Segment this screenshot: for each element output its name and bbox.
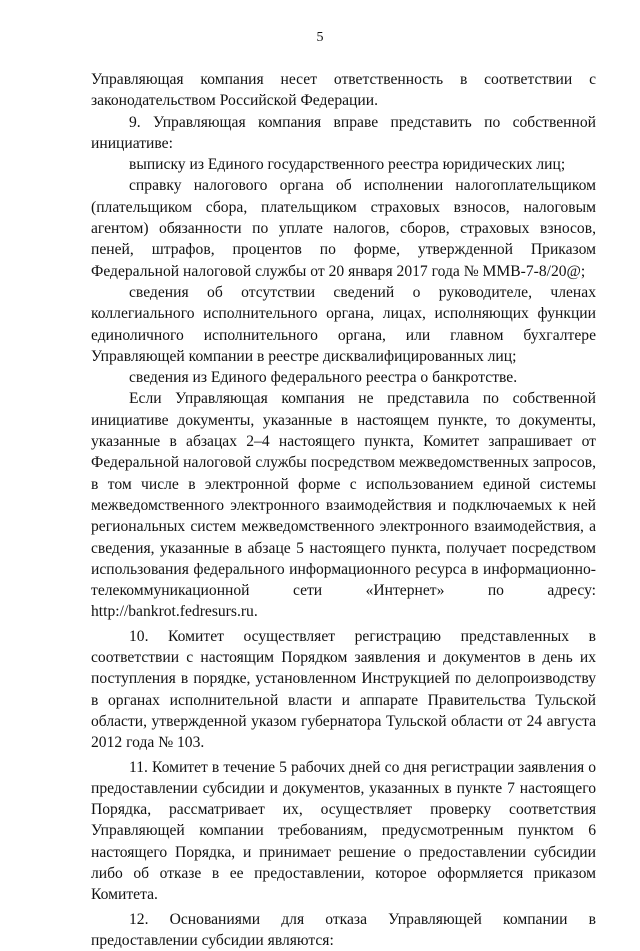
paragraph-item-9: 9. Управляющая компания вправе представить по собственной инициативе: <box>91 113 596 152</box>
paragraph-disqualified-registry: сведения об отсутствии сведений о руководителе, членах коллегиального исполнительного органа, лицах, исполняющих функции единоличного исполнительного органа, или главном бухгалтере Управляющей компании в реестре дисквалифицированных лиц; <box>91 283 596 365</box>
paragraph-item-10: 10. Комитет осуществляет регистрацию представленных в соответствии с настоящим Порядком заявления и документов в день их поступления в порядке, установленном Инструкцией по делопроизводству в органах исполнительной власти и аппарате Правительства Тульской области, утвержденной указом губернатора Тульской области от 24 августа 2012 года № 103. <box>91 627 596 752</box>
paragraph-item-12: 12. Основаниями для отказа Управляющей компании в предоставлении субсидии являются: <box>91 910 596 949</box>
paragraph-tax-certificate: справку налогового органа об исполнении налогоплательщиком (плательщиком сбора, плательщиком страховых взносов, налоговым агентом) обязанности по уплате налогов, сборов, страховых взносов, пеней, штрафов, процентов по форме, утвержденной Приказом Федеральной налоговой службы от 20 января 2017 года № ММВ-7-8/20@; <box>91 177 596 280</box>
document-body <box>91 69 596 951</box>
paragraph-item-11: 11. Комитет в течение 5 рабочих дней со дня регистрации заявления о предоставлении субсидии и документов, указанных в пункте 7 настоящего Порядка, рассматривает их, осуществляет проверку соответствия Управляющей компании требованиям, предусмотренным пунктом 6 настоящего Порядка, и принимает решение о предоставлении субсидии либо об отказе в ее предоставлении, которое оформляется приказом Комитета. <box>91 758 596 904</box>
paragraph-interagency-requests: Если Управляющая компания не представила по собственной инициативе документы, указанные в настоящем пункте, то документы, указанные в абзацах 2–4 настоящего пункта, Комитет запрашивает от Федеральной налоговой службы посредством межведомственных запросов, в том числе в электронной форме с использованием единой системы межведомственного электронного взаимодействия и подключаемых к ней региональных систем межведомственного электронного взаимодействия, а сведения, указанные в абзаце 5 настоящего пункта, получает посредством использования федерального информационного ресурса в информационно-телекоммуникационной сети «Интернет» по адресу: http://bankrot.fedresurs.ru. <box>91 390 596 621</box>
paragraph-liability: Управляющая компания несет ответственность в соответствии с законодательством Российской Федерации. <box>91 71 596 110</box>
page-number: 5 <box>316 30 324 45</box>
paragraph-egrul-extract: выписку из Единого государственного реестра юридических лиц; <box>129 156 566 174</box>
paragraph-bankruptcy-registry: сведения из Единого федерального реестра о банкротстве. <box>129 369 518 387</box>
